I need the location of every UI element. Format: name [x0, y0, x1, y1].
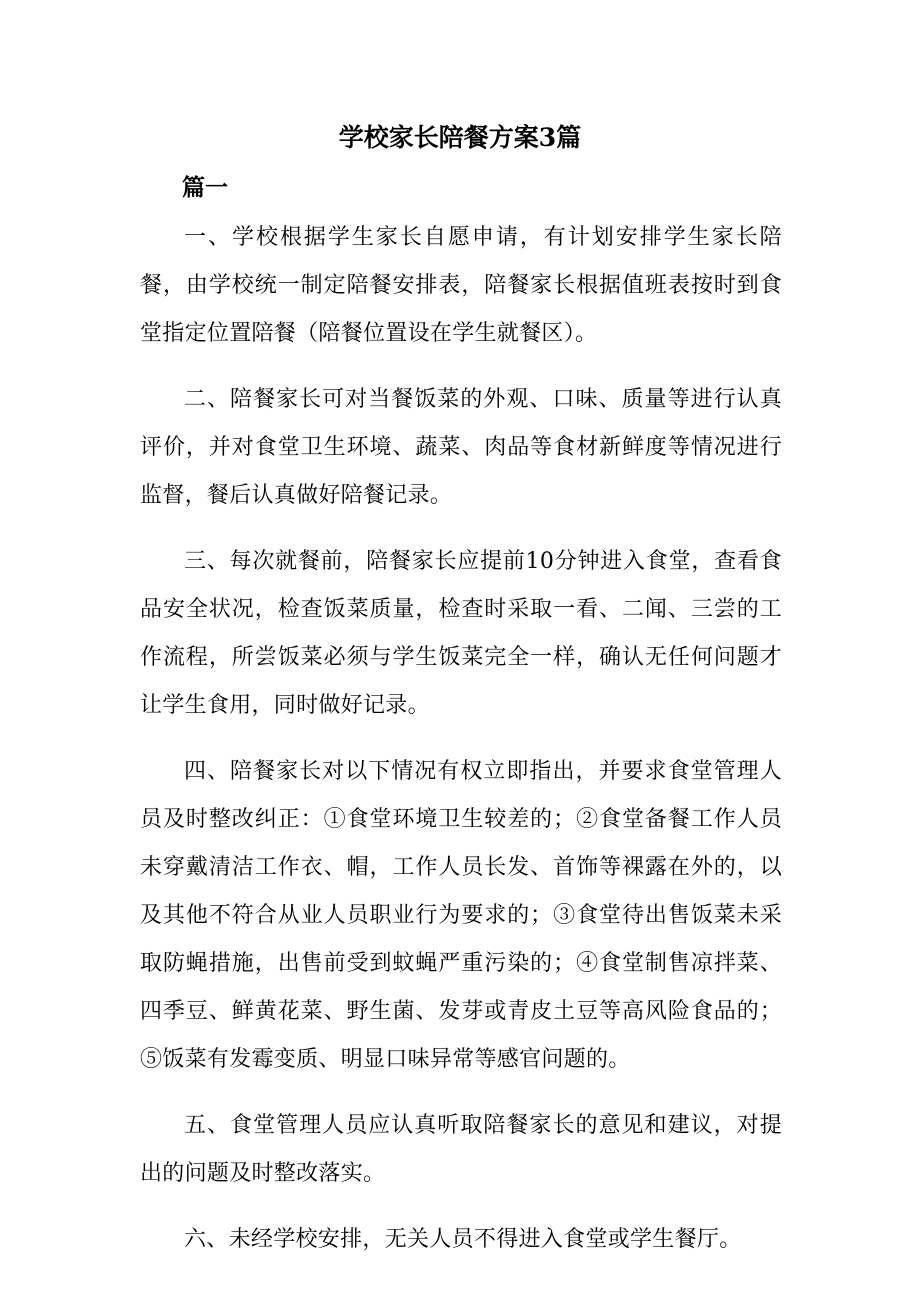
- document-title: 学校家长陪餐方案3篇: [338, 123, 582, 152]
- document-body: [140, 214, 782, 1282]
- paragraph-4: 四、陪餐家长对以下情况有权立即指出，并要求食堂管理人员及时整改纠正：①食堂环境卫生较差的；②食堂备餐工作人员未穿戴清洁工作衣、帽，工作人员长发、首饰等裸露在外的，以及其他不符合从业人员职业行为要求的；③食堂待出售饭菜未采取防蝇措施，出售前受到蚊蝇严重污染的；④食堂制售凉拌菜、四季豆、鲜黄花菜、野生菌、发芽或青皮土豆等高风险食品的；⑤饭菜有发霉变质、明显口味异常等感官问题的。: [140, 759, 782, 1072]
- paragraph-1: 一、学校根据学生家长自愿申请，有计划安排学生家长陪餐，由学校统一制定陪餐安排表，陪餐家长根据值班表按时到食堂指定位置陪餐（陪餐位置设在学生就餐区）。: [140, 225, 782, 346]
- paragraph-2: 二、陪餐家长可对当餐饭菜的外观、口味、质量等进行认真评价，并对食堂卫生环境、蔬菜、肉品等食材新鲜度等情况进行监督，餐后认真做好陪餐记录。: [140, 387, 782, 508]
- paragraph-5: 五、食堂管理人员应认真听取陪餐家长的意见和建议，对提出的问题及时整改落实。: [140, 1113, 782, 1186]
- section-heading: 篇一: [182, 174, 228, 201]
- paragraph-6: 六、未经学校安排，无关人员不得进入食堂或学生餐厅。: [184, 1227, 742, 1252]
- paragraph-3: 三、每次就餐前，陪餐家长应提前10分钟进入食堂，查看食品安全状况，检查饭菜质量，检查时采取一看、二闻、三尝的工作流程，所尝饭菜必须与学生饭菜完全一样，确认无任何问题才让学生食用，同时做好记录。: [140, 549, 782, 718]
